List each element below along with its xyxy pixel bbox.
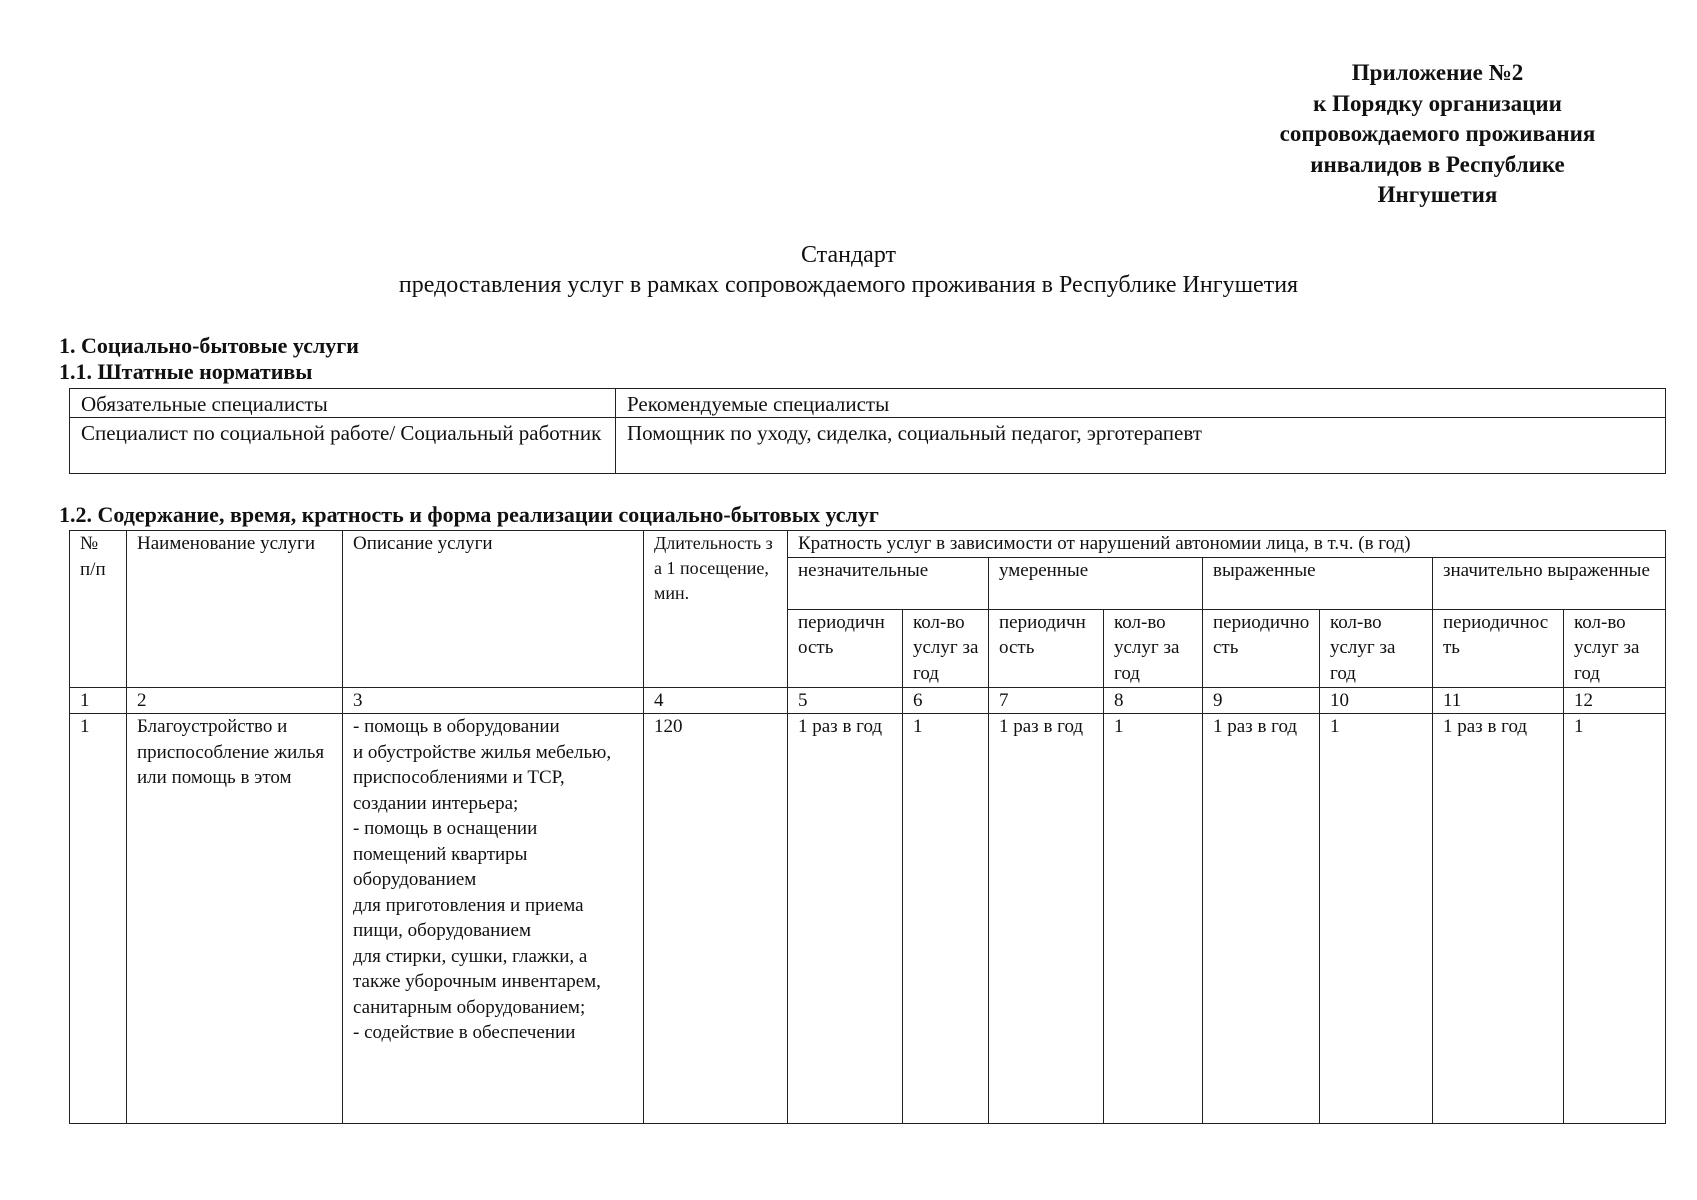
frequency-period: 1 раз в год [1433,714,1564,1124]
section-heading: 1.2. Содержание, время, кратность и форма реализации социально-бытовых услуг [59,502,879,527]
table-header-cell: Обязательные специалисты [70,389,616,418]
sub-header-period: периодичность [989,609,1104,687]
col-header-number: № п/п [70,531,127,688]
section-heading: 1. Социально-бытовые услуги [59,333,359,358]
group-header-minor: незначительные [788,557,989,609]
col-header-duration: Длительность за 1 посещение, мин. [644,531,788,688]
column-number: 7 [989,687,1104,714]
sub-header-period: периодичность [788,609,903,687]
table-cell: Помощник по уходу, сиделка, социальный педагог, эрготерапевт [616,418,1666,474]
group-header-pronounced: выраженные [1203,557,1433,609]
services-table [69,530,1666,1124]
column-number-row [70,687,1666,714]
frequency-count: 1 [1320,714,1433,1124]
sub-header-count: кол-во услуг за год [903,609,989,687]
sub-header-count: кол-во услуг за год [1104,609,1203,687]
frequency-count: 1 [1564,714,1666,1124]
col-header-description: Описание услуги [343,531,644,688]
column-number: 4 [644,687,788,714]
frequency-period: 1 раз в год [788,714,903,1124]
col-header-frequency: Кратность услуг в зависимости от нарушений автономии лица, в т.ч. (в год) [788,531,1666,558]
table-cell: Специалист по социальной работе/ Социальный работник [70,418,616,474]
frequency-count: 1 [1104,714,1203,1124]
service-name: Благоустройство и приспособление жилья или помощь в этом [127,714,343,1124]
col-header-name: Наименование услуги [127,531,343,688]
column-number: 2 [127,687,343,714]
service-description: - помощь в оборудовании и обустройстве жилья мебелью, приспособлениями и ТСР, создании интерьера; - помощь в оснащении помещений квартиры оборудованием для приготовления и приема пищи, оборудованием для стирки, сушки, глажки, а также уборочным инвентарем, санитарным оборудованием; - содействие в обеспечении [343,714,644,1124]
column-number: 10 [1320,687,1433,714]
frequency-period: 1 раз в год [1203,714,1320,1124]
table-header-row [70,531,1666,558]
staff-table [69,388,1666,474]
standard-title: Стандарт [800,242,896,268]
column-number: 8 [1104,687,1203,714]
sub-header-count: кол-во услуг за год [1320,609,1433,687]
column-number: 12 [1564,687,1666,714]
column-number: 1 [70,687,127,714]
row-number: 1 [70,714,127,1124]
table-header-row [70,389,1666,418]
table-header-cell: Рекомендуемые специалисты [616,389,1666,418]
group-header-significant: значительно выраженные [1433,557,1666,609]
frequency-period: 1 раз в год [989,714,1104,1124]
column-number: 5 [788,687,903,714]
table-row [70,418,1666,474]
service-duration: 120 [644,714,788,1124]
appendix-line: инвалидов в Республике [1310,151,1565,177]
column-number: 9 [1203,687,1320,714]
sub-header-period: периодичность [1203,609,1320,687]
group-header-moderate: умеренные [989,557,1203,609]
appendix-line: сопровождаемого проживания [1279,121,1596,146]
sub-header-period: периодичность [1433,609,1564,687]
section-heading: 1.1. Штатные нормативы [59,359,313,384]
appendix-line: Ингушетия [1377,182,1498,207]
column-number: 11 [1433,687,1564,714]
appendix-line: к Порядку организации [1313,90,1562,116]
sub-header-count: кол-во услуг за год [1564,609,1666,687]
frequency-count: 1 [903,714,989,1124]
column-number: 3 [343,687,644,714]
appendix-header [1245,58,1630,211]
appendix-line: Приложение №2 [1351,60,1524,85]
table-row [70,714,1666,1124]
standard-subtitle: предоставления услуг в рамках сопровождаемого проживания в Республике Ингушетия [398,272,1299,298]
column-number: 6 [903,687,989,714]
